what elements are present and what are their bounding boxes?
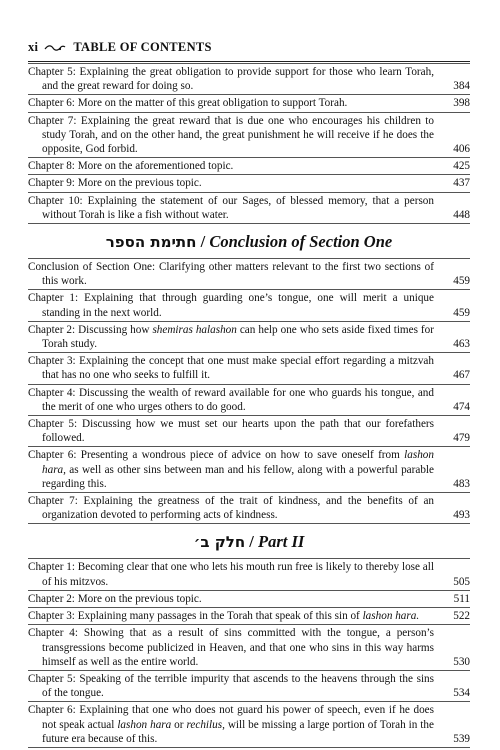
toc-entry-page: 505 <box>453 575 470 588</box>
toc-entry-page: 511 <box>453 592 470 605</box>
toc-entry[interactable] <box>28 289 470 320</box>
section-heading-hebrew: חתימת הספר <box>105 233 197 252</box>
toc-entry[interactable] <box>28 258 470 289</box>
toc-entry-title: Chapter 8: More on the aforementioned topic. <box>28 160 234 173</box>
toc-entry-page: 459 <box>453 306 470 319</box>
section-heading <box>28 532 470 552</box>
toc-entry[interactable] <box>28 112 470 158</box>
toc-entry-title: Chapter 5: Speaking of the terrible impurity that ascends to the heavens through the sins of the tongue. <box>28 672 434 700</box>
toc-entry-title: Chapter 5: Explaining the great obligation to provide support for those who learn Torah, and the great reward for doing so. <box>28 66 434 93</box>
page-number: xi <box>28 40 39 54</box>
running-header <box>28 40 212 55</box>
toc-entry-title: Conclusion of Section One: Clarifying other matters relevant to the first two sections of this work. <box>28 261 434 288</box>
toc-entry-page: 406 <box>453 143 470 156</box>
toc-entry[interactable] <box>28 157 470 174</box>
toc-section <box>28 63 470 224</box>
toc-entry-page: 398 <box>453 97 470 110</box>
toc-entry-page: 483 <box>453 477 470 490</box>
toc-entry-title: Chapter 6: Explaining that one who does not guard his power of speech, even if he does not speak actual lashon hara or rechilus, will be missing a large portion of Torah in the future era because of this. <box>28 704 434 745</box>
toc-entry-title: Chapter 2: Discussing how shemiras halashon can help one who sets aside fixed times for Torah study. <box>28 323 434 351</box>
section-heading-english: Conclusion of Section One <box>209 232 393 252</box>
toc-entry-title: Chapter 2: More on the previous topic. <box>28 592 202 605</box>
toc-entry[interactable] <box>28 590 470 607</box>
toc-entry-page: 493 <box>453 509 470 522</box>
toc-entry[interactable] <box>28 321 470 352</box>
header-rule <box>28 61 470 62</box>
heading-separator: / <box>245 532 258 552</box>
toc-entry[interactable] <box>28 192 470 223</box>
toc-entry-title: Chapter 3: Explaining many passages in the Torah that speak of this sin of lashon hara. <box>28 610 420 623</box>
toc-entry-page: 530 <box>453 655 470 668</box>
toc-entry-title: Chapter 7: Explaining the great reward that is due one who encourages his children to study Torah, and on the other hand, the great punishment he will receive if he does the opposite, God forbid. <box>28 114 434 156</box>
toc-entry-page: 479 <box>453 432 470 445</box>
toc-entry-title: Chapter 1: Becoming clear that one who lets his mouth run free is likely to thereby lose all of his mitzvos. <box>28 561 434 588</box>
toc-entry-page: 522 <box>453 610 470 623</box>
toc-entry-page: 384 <box>453 80 470 93</box>
table-of-contents <box>28 63 470 748</box>
toc-entry-page: 467 <box>453 369 470 382</box>
toc-entry-page: 448 <box>453 208 470 221</box>
toc-entry[interactable] <box>28 94 470 111</box>
section-heading-english: Part II <box>257 532 305 552</box>
toc-section <box>28 232 470 524</box>
toc-entry-title: Chapter 10: Explaining the statement of our Sages, of blessed memory, that a person without Torah is like a fish without water. <box>28 194 434 221</box>
toc-entry-page: 437 <box>453 177 470 190</box>
toc-entry-title: Chapter 7: Explaining the greatness of the trait of kindness, and the benefits of an organization devoted to performing acts of kindness. <box>28 495 434 522</box>
toc-entry[interactable] <box>28 607 470 624</box>
section-end-rule <box>28 747 470 748</box>
toc-entry-title: Chapter 4: Showing that as a result of sins committed with the tongue, a person’s transgressions become publicized in Heaven, and that one who sins in this way harms himself as well as the entire world. <box>28 627 434 668</box>
toc-entry[interactable] <box>28 384 470 415</box>
toc-entry-page: 463 <box>453 338 470 351</box>
toc-entry-page: 459 <box>453 275 470 288</box>
section-end-rule <box>28 523 470 524</box>
section-end-rule <box>28 223 470 224</box>
toc-entry-title: Chapter 9: More on the previous topic. <box>28 177 202 190</box>
toc-entry-title: Chapter 6: More on the matter of this great obligation to support Torah. <box>28 97 348 110</box>
toc-entry[interactable] <box>28 415 470 446</box>
toc-entry-title: Chapter 4: Discussing the wealth of reward available for one who guards his tongue, and the merit of one who urges others to do good. <box>28 386 434 413</box>
toc-entry[interactable] <box>28 63 470 94</box>
toc-entry[interactable] <box>28 446 470 492</box>
toc-entry[interactable] <box>28 352 470 383</box>
toc-entry-page: 539 <box>453 732 470 745</box>
toc-entry[interactable] <box>28 558 470 589</box>
toc-entry[interactable] <box>28 624 470 670</box>
toc-entry-title: Chapter 1: Explaining that through guarding one’s tongue, one will merit a unique standing in the next world. <box>28 292 434 319</box>
toc-entry[interactable] <box>28 701 470 747</box>
running-header-title: TABLE OF CONTENTS <box>73 40 212 54</box>
toc-section <box>28 532 470 747</box>
toc-entry-title: Chapter 5: Discussing how we must set our hearts upon the path that our forefathers followed. <box>28 418 434 445</box>
section-heading <box>28 232 470 252</box>
flourish-ornament-icon <box>44 44 66 52</box>
toc-entry-title: Chapter 3: Explaining the concept that one must make special effort regarding a mitzvah that has no one who seeks to fulfill it. <box>28 355 434 382</box>
toc-entry[interactable] <box>28 492 470 523</box>
toc-entry-title: Chapter 6: Presenting a wondrous piece of advice on how to save oneself from lashon hara, as well as other sins between man and his fellow, along with a powerful parable regarding this. <box>28 449 434 490</box>
toc-entry[interactable] <box>28 670 470 701</box>
toc-entry[interactable] <box>28 174 470 191</box>
section-heading-hebrew: חלק ב׳ <box>193 533 246 552</box>
toc-entry-page: 534 <box>453 687 470 700</box>
toc-entry-page: 474 <box>453 400 470 413</box>
toc-entry-page: 425 <box>453 160 470 173</box>
heading-separator: / <box>196 232 210 252</box>
